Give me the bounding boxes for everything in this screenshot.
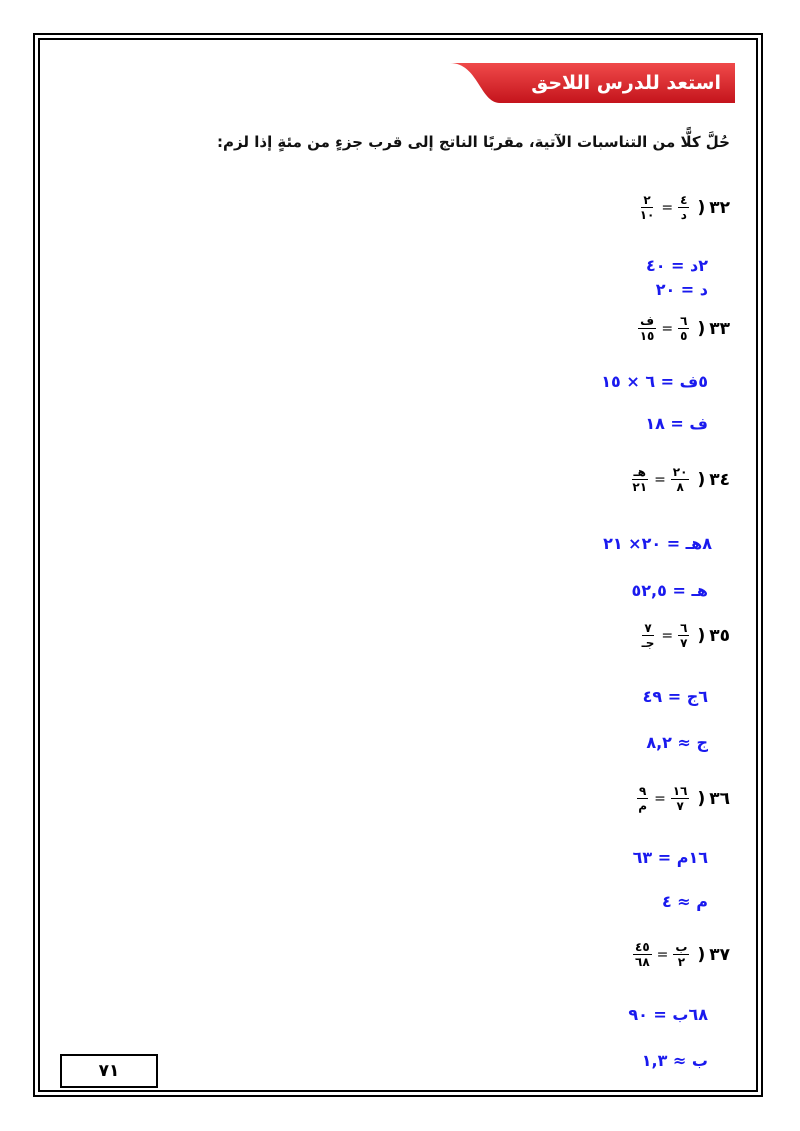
solution-step: م ≈ ٤	[661, 892, 708, 911]
fraction-denominator: ٧	[680, 636, 688, 650]
banner-title: استعد للدرس اللاحق	[531, 72, 721, 94]
equals-sign: =	[654, 471, 666, 488]
solution-step: ج ≈ ٨,٢	[646, 733, 708, 752]
fraction-right	[638, 193, 657, 222]
fraction-numerator: ب	[675, 940, 688, 954]
fraction-denominator: ٦٨	[635, 955, 650, 969]
solution-step: ٢د = ٤٠	[645, 256, 708, 275]
equals-sign: =	[661, 199, 674, 216]
fraction-numerator: ١٦	[672, 784, 688, 798]
solution-step: ٥ف = ٦ × ١٥	[601, 372, 708, 391]
problem-number: ٣٣	[709, 318, 730, 339]
equals-sign: =	[661, 627, 674, 644]
fraction-numerator: ٦	[680, 621, 688, 635]
solution-step: ٨هـ = ٢٠× ٢١	[603, 534, 712, 553]
problem-number: ٣٦	[709, 788, 730, 809]
instruction-text: حُلَّ كلًّا من التناسبات الآتية، مقربًا الناتج إلى قرب جزءٍ من مئةٍ إذا لزم:	[217, 133, 730, 151]
fraction-numerator: هـ	[633, 465, 646, 479]
fraction-numerator: ٩	[639, 784, 647, 798]
fraction-left	[678, 193, 689, 222]
problem-paren: (	[697, 944, 706, 965]
fraction-numerator: ف	[640, 314, 655, 328]
problem-paren: (	[697, 197, 706, 218]
fraction-numerator: ٤٥	[635, 940, 650, 954]
fraction-left	[678, 314, 689, 343]
fraction-numerator: ٢	[643, 193, 651, 207]
fraction-numerator: ٧	[644, 621, 652, 635]
fraction-left	[673, 940, 689, 969]
fraction-denominator: ٧	[676, 799, 684, 813]
problem-number: ٣٧	[709, 944, 730, 965]
fraction-denominator: د	[680, 208, 687, 222]
fraction-numerator: ٤	[680, 193, 688, 207]
problem-number: ٣٤	[709, 469, 730, 490]
problem-35	[640, 621, 730, 650]
fraction-denominator: جـ	[641, 636, 655, 650]
fraction-right	[630, 465, 649, 494]
solution-step: ٦ج = ٤٩	[642, 687, 708, 706]
solution-step: د = ٢٠	[655, 280, 708, 299]
problem-34	[630, 465, 730, 494]
fraction-left	[671, 465, 690, 494]
fraction-denominator: ٨	[676, 480, 684, 494]
page-number: ٧١	[98, 1061, 120, 1081]
fraction-left	[671, 784, 690, 813]
fraction-numerator: ٦	[680, 314, 688, 328]
fraction-denominator: م	[638, 799, 648, 813]
problem-32	[638, 193, 730, 222]
page-number-box	[60, 1054, 158, 1088]
solution-step: ١٦م = ٦٣	[632, 848, 708, 867]
fraction-denominator: ٢	[677, 955, 686, 969]
fraction-numerator: ٢٠	[672, 465, 688, 479]
problem-33	[638, 314, 730, 343]
equals-sign: =	[661, 320, 674, 337]
solution-step: هـ = ٥٢,٥	[631, 581, 708, 600]
solution-step: ب ≈ ١,٣	[641, 1051, 708, 1070]
problem-36	[636, 784, 730, 813]
problem-37	[633, 940, 730, 969]
fraction-right	[640, 621, 657, 650]
problem-number: ٣٢	[709, 197, 730, 218]
problem-paren: (	[697, 788, 706, 809]
equals-sign: =	[654, 790, 666, 807]
problem-paren: (	[697, 318, 706, 339]
fraction-denominator: ١٥	[639, 329, 655, 343]
problem-number: ٣٥	[709, 625, 730, 646]
fraction-denominator: ٥	[680, 329, 688, 343]
section-banner	[450, 63, 735, 103]
fraction-denominator: ٢١	[632, 480, 648, 494]
problem-paren: (	[697, 469, 706, 490]
fraction-left	[678, 621, 689, 650]
equals-sign: =	[656, 946, 669, 963]
fraction-right	[638, 314, 657, 343]
solution-step: ٦٨ب = ٩٠	[628, 1005, 708, 1024]
fraction-denominator: ١٠	[639, 208, 655, 222]
fraction-right	[636, 784, 649, 813]
solution-step: ف = ١٨	[645, 414, 708, 433]
problem-paren: (	[697, 625, 706, 646]
fraction-right	[633, 940, 652, 969]
